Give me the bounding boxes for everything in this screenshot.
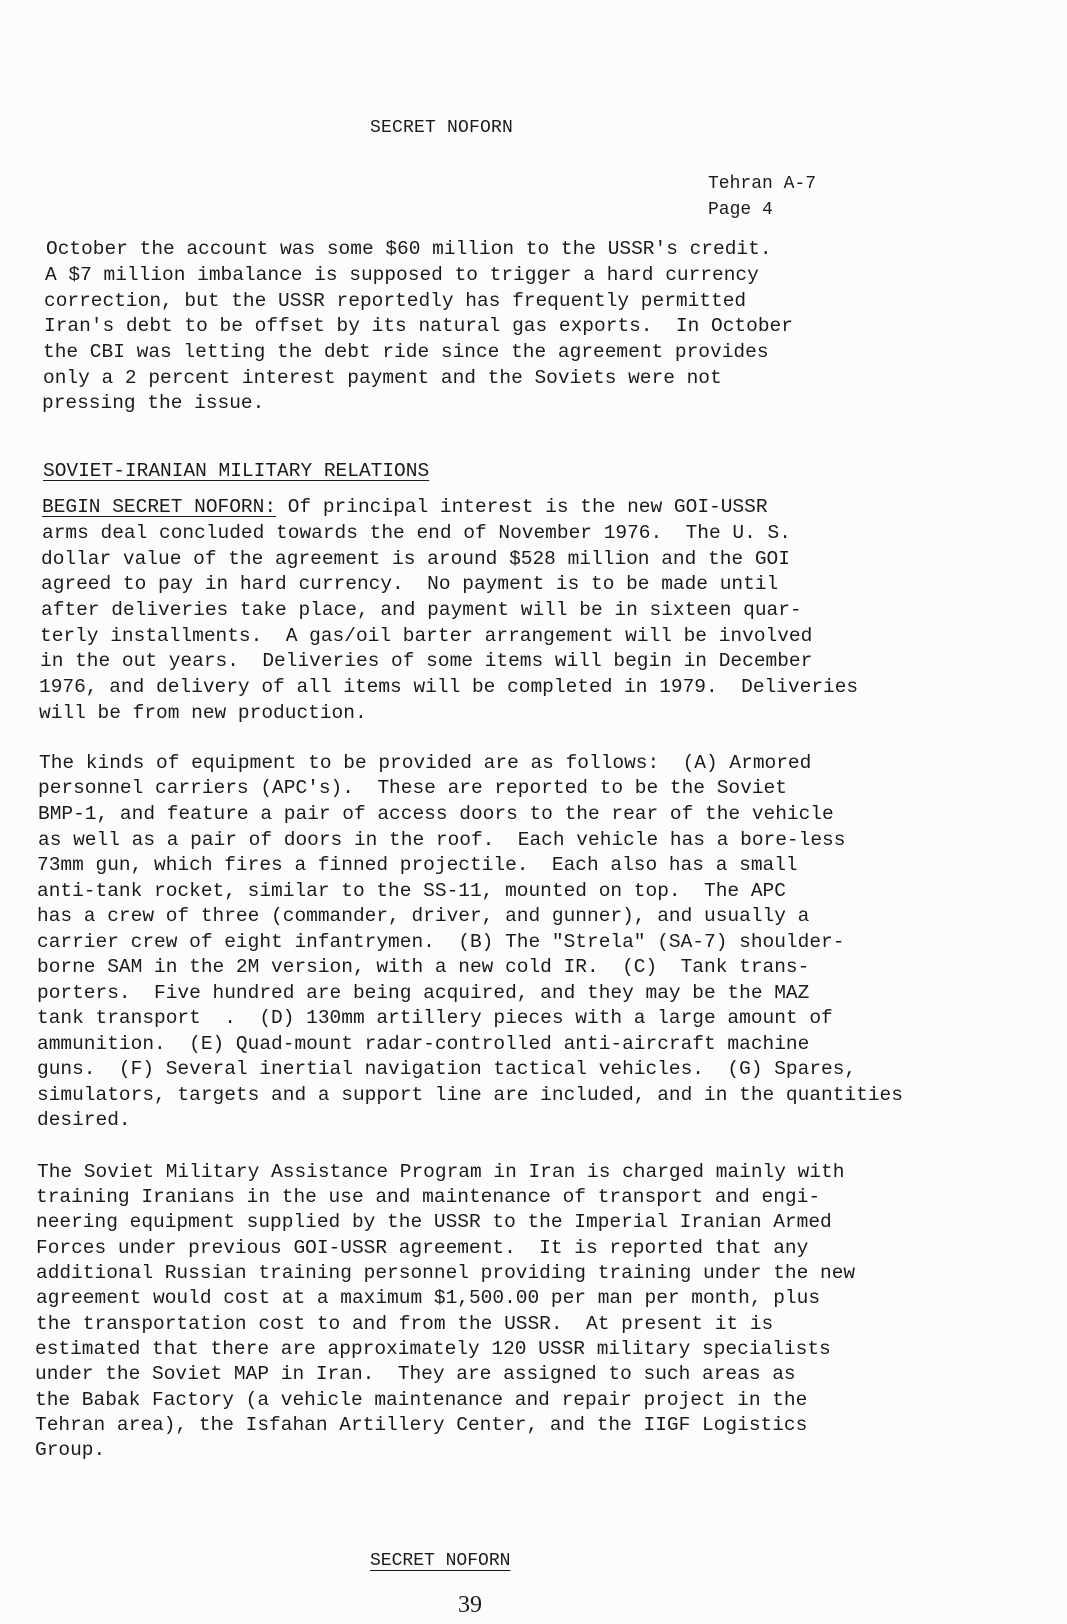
text-line: as well as a pair of doors in the roof. Each vehicle has a bore-less (38, 829, 846, 851)
text-line: personnel carriers (APC's). These are reported to be the Soviet (38, 777, 787, 799)
text-line: agreement would cost at a maximum $1,500.00 per man per month, plus (36, 1287, 821, 1309)
text-line: carrier crew of eight infantrymen. (B) The "Strela" (SA-7) shoulder- (37, 931, 845, 953)
text-line: under the Soviet MAP in Iran. They are assigned to such areas as (35, 1363, 796, 1385)
text-line: The Soviet Military Assistance Program in Iran is charged mainly with (37, 1161, 845, 1183)
page-number: 39 (458, 1592, 482, 1618)
text-line: Iran's debt to be offset by its natural gas exports. In October (44, 315, 793, 337)
text-line: the Babak Factory (a vehicle maintenance and repair project in the (35, 1389, 808, 1411)
text-line: after deliveries take place, and payment will be in sixteen quar- (41, 599, 802, 621)
text-line: Group. (35, 1439, 106, 1461)
text-line: The kinds of equipment to be provided are as follows: (A) Armored (39, 752, 812, 774)
section-heading: SOVIET-IRANIAN MILITARY RELATIONS (43, 460, 430, 482)
text-line: correction, but the USSR reportedly has frequently permitted (44, 290, 747, 312)
text-line: anti-tank rocket, similar to the SS-11, mounted on top. The APC (37, 880, 786, 902)
text-line: agreed to pay in hard currency. No payment is to be made until (41, 573, 779, 595)
text-line: October the account was some $60 million to the USSR's credit. (46, 238, 772, 260)
text-line: 1976, and delivery of all items will be completed in 1979. Deliveries (39, 676, 859, 698)
text-line: desired. (37, 1109, 131, 1131)
text-line: has a crew of three (commander, driver, and gunner), and usually a (37, 905, 810, 927)
footer-classification: SECRET NOFORN (370, 1551, 511, 1571)
text-line: additional Russian training personnel providing training under the new (36, 1262, 856, 1284)
text-line: training Iranians in the use and maintenance of transport and engi- (36, 1186, 821, 1208)
text-line: borne SAM in the 2M version, with a new cold IR. (C) Tank trans- (37, 956, 810, 978)
text-line: guns. (F) Several inertial navigation tactical vehicles. (G) Spares, (37, 1058, 857, 1080)
classification-marker: BEGIN SECRET NOFORN: (42, 496, 277, 518)
page-reference: Page 4 (708, 200, 773, 220)
text-line: neering equipment supplied by the USSR to the Imperial Iranian Armed (36, 1211, 832, 1233)
text-line: only a 2 percent interest payment and the Soviets were not (43, 367, 722, 389)
text-line: A $7 million imbalance is supposed to trigger a hard currency (45, 264, 759, 286)
text-line: Tehran area), the Isfahan Artillery Center, and the IIGF Logistics (35, 1414, 808, 1436)
text-line: porters. Five hundred are being acquired, and they may be the MAZ (37, 982, 810, 1004)
text-line: will be from new production. (39, 702, 367, 724)
document-reference: Tehran A-7 (708, 174, 817, 194)
text-line: BMP-1, and feature a pair of access doors to the rear of the vehicle (38, 803, 834, 825)
text-line: arms deal concluded towards the end of November 1976. The U. S. (42, 522, 791, 544)
text-line: the transportation cost to and from the USSR. At present it is (36, 1313, 774, 1335)
text-line: simulators, targets and a support line are included, and in the quantities (37, 1084, 903, 1106)
text-line (42, 494, 768, 520)
text-line: ammunition. (E) Quad-mount radar-controlled anti-aircraft machine (37, 1033, 810, 1055)
text-span: Of principal interest is the new GOI-USSR (276, 496, 768, 518)
text-line: estimated that there are approximately 120 USSR military specialists (35, 1338, 831, 1360)
text-line: Forces under previous GOI-USSR agreement. It is reported that any (36, 1237, 809, 1259)
text-line: 73mm gun, which fires a finned projectile. Each also has a small (37, 854, 798, 876)
text-line: the CBI was letting the debt ride since the agreement provides (43, 341, 769, 363)
text-line: dollar value of the agreement is around $528 million and the GOI (41, 548, 790, 570)
text-line: terly installments. A gas/oil barter arrangement will be involved (40, 625, 813, 647)
text-line: in the out years. Deliveries of some items will begin in December (40, 650, 813, 672)
text-line: pressing the issue. (42, 392, 265, 414)
header-classification: SECRET NOFORN (370, 118, 514, 138)
text-line: tank transport . (D) 130mm artillery pieces with a large amount of (37, 1007, 833, 1029)
